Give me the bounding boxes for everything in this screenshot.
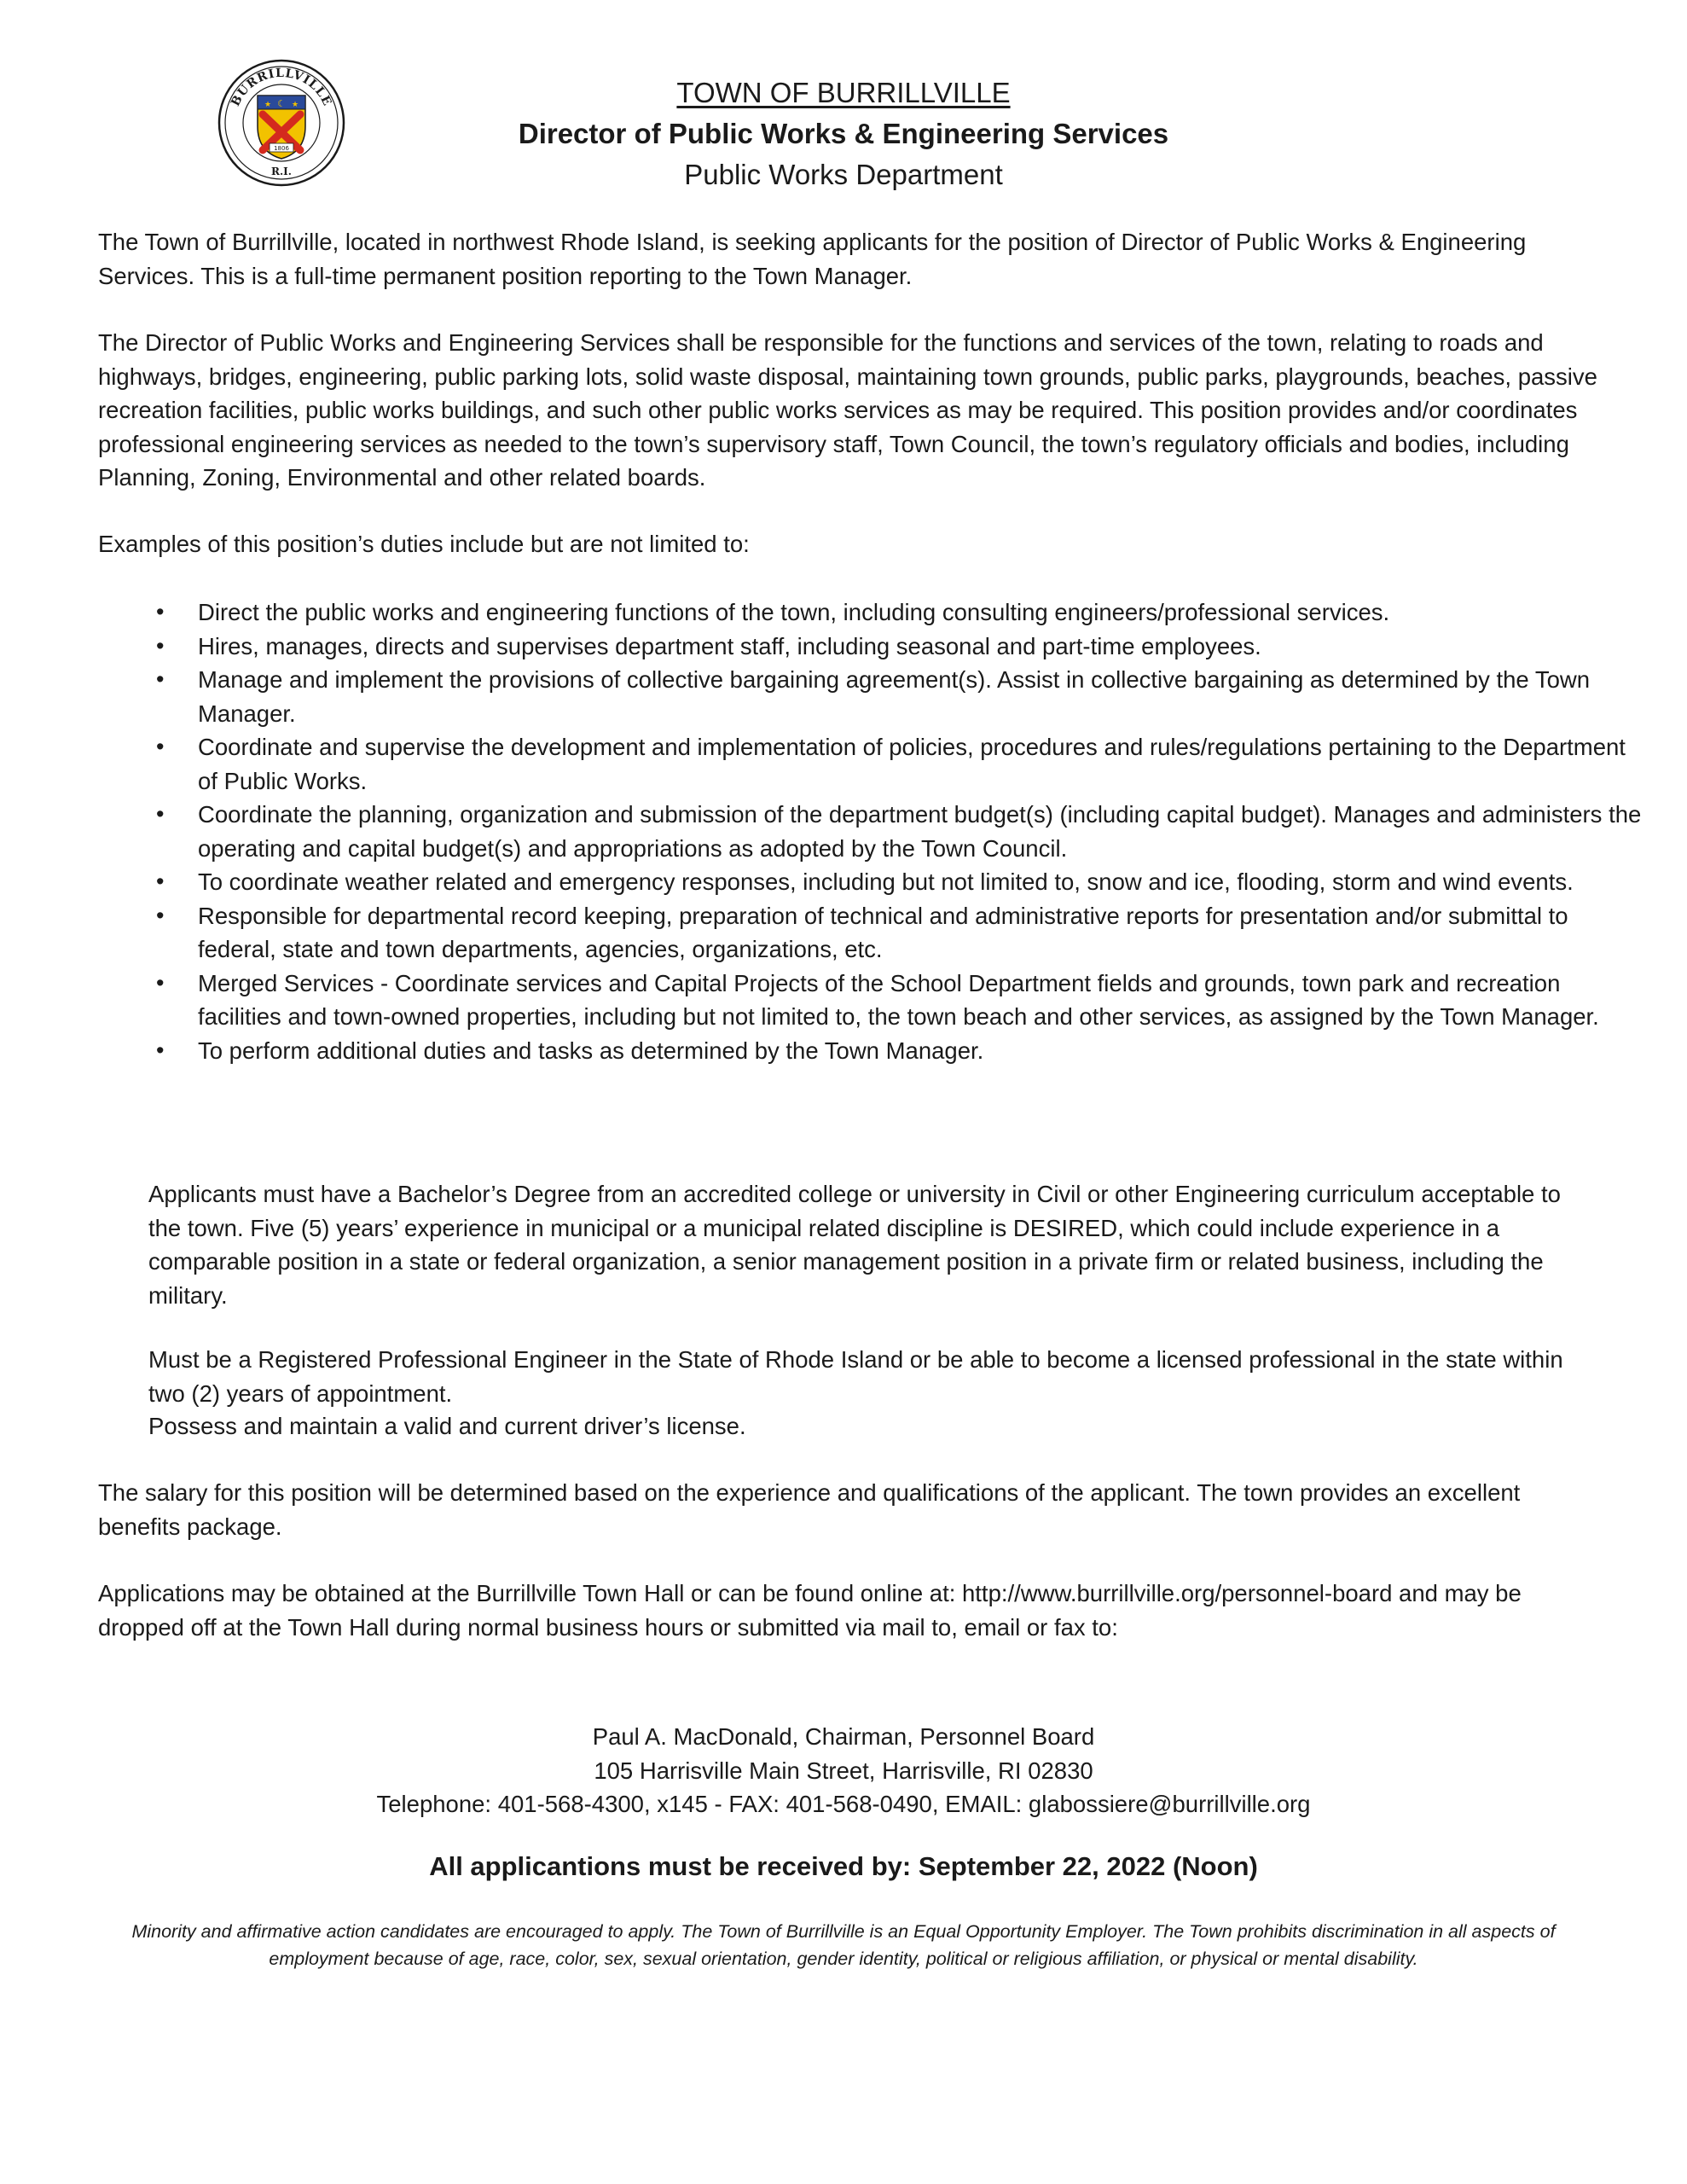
bullet-icon: • bbox=[156, 902, 165, 928]
list-item: • Merged Services - Coordinate services and Capital Projects of the School Department fields and grounds, town park and recreation facilities and town-owned properties, including but not limited to, the town beach and other services, as assigned by the Town Manager. bbox=[98, 967, 1648, 1034]
intro-paragraph: The Town of Burrillville, located in northwest Rhode Island, is seeking applicants for the position of Director of Public Works & Engineering Services. This is a full-time permanent position reporting to the Town Manager. bbox=[98, 229, 1527, 289]
list-item: • To coordinate weather related and emergency responses, including but not limited to, snow and ice, flooding, storm and wind events. bbox=[98, 865, 1648, 899]
list-item: • Responsible for departmental record keeping, preparation of technical and administrative reports for presentation and/or submittal to federal, state and town departments, agencies, organizations, etc. bbox=[98, 899, 1648, 967]
responsibilities-paragraph: The Director of Public Works and Engineering Services shall be responsible for the functions and services of the town, relating to roads and highways, bridges, engineering, public parking lots, solid waste disposal, maintaining town grounds, public parks, playgrounds, beaches, passive recreation facilities, public works buildings, and such other public works services as may be required. This position provides and/or coordinates professional engineering services as needed to the town’s supervisory staff, Town Council, the town’s regulatory officials and bodies, including Planning, Zoning, Environmental and other related boards. bbox=[98, 329, 1597, 491]
bullet-icon: • bbox=[156, 969, 165, 996]
bullet-icon: • bbox=[156, 1037, 165, 1063]
svg-text:★: ★ bbox=[264, 100, 272, 108]
license-requirement: Possess and maintain a valid and current driver’s license. bbox=[148, 1413, 746, 1439]
list-item: • Hires, manages, directs and supervises department staff, including seasonal and part-time employees. bbox=[98, 630, 1648, 664]
contact-address: 105 Harrisville Main Street, Harrisville, RI 02830 bbox=[594, 1757, 1093, 1784]
bullet-icon: • bbox=[156, 666, 165, 692]
bullet-icon: • bbox=[156, 734, 165, 759]
application-deadline: All applicantions must be received by: September 22, 2022 (Noon) bbox=[429, 1851, 1258, 1881]
bullet-icon: • bbox=[156, 868, 165, 894]
list-item: • Coordinate and supervise the development and implementation of policies, procedures and rules/regulations pertaining to the Department of Public Works. bbox=[98, 730, 1648, 798]
seal-ring-text: BURRILLVILLE bbox=[229, 66, 334, 109]
contact-block bbox=[0, 1720, 1687, 1821]
eeo-statement: Minority and affirmative action candidates are encouraged to apply. The Town of Burrillville is an Equal Opportunity Employer. The Town prohibits discrimination in all aspects of employment because of age, race, color, sex, sexual orientation, gender identity, political or religious affiliation, or physical or mental disability. bbox=[131, 1921, 1556, 1969]
seal-ri-text: R.I. bbox=[271, 166, 292, 177]
list-item: • Coordinate the planning, organization and submission of the department budget(s) (including capital budget). Manages and administers the operating and capital budget(s) and appropriations as adopted by the Town Council. bbox=[98, 798, 1648, 865]
duties-list bbox=[98, 595, 1642, 1067]
seal-year: 1806 bbox=[274, 145, 289, 152]
contact-phone-fax-email: Telephone: 401-568-4300, x145 - FAX: 401-568-0490, EMAIL: glabossiere@burrillville.org bbox=[376, 1791, 1311, 1817]
svg-text:★: ★ bbox=[291, 100, 299, 108]
bullet-icon: • bbox=[156, 632, 165, 659]
position-title: Director of Public Works & Engineering Services bbox=[518, 118, 1169, 149]
applications-paragraph: Applications may be obtained at the Burrillville Town Hall or can be found online at: http://www.burrillville.org/personnel-board and may be dropped off at the Town Hall during normal business hours or submitted via mail to, email or fax to: bbox=[98, 1580, 1522, 1641]
salary-paragraph: The salary for this position will be determined based on the experience and qualifications of the applicant. The town provides an excellent benefits package. bbox=[98, 1479, 1521, 1540]
contact-name: Paul A. MacDonald, Chairman, Personnel Board bbox=[592, 1723, 1095, 1750]
town-heading: TOWN OF BURRILLVILLE bbox=[676, 77, 1011, 108]
duties-intro: Examples of this position’s duties include but are not limited to: bbox=[98, 531, 750, 557]
list-item: • To perform additional duties and tasks as determined by the Town Manager. bbox=[98, 1034, 1648, 1068]
department-heading: Public Works Department bbox=[684, 159, 1003, 190]
svg-text:☾: ☾ bbox=[277, 99, 286, 109]
bullet-icon: • bbox=[156, 599, 165, 624]
bullet-icon: • bbox=[156, 801, 165, 827]
list-item: • Direct the public works and engineering functions of the town, including consulting engineers/professional services. bbox=[98, 595, 1648, 630]
education-requirements: Applicants must have a Bachelor’s Degree from an accredited college or university in Civil or other Engineering curriculum acceptable to the town. Five (5) years’ experience in municipal or a municipal related discipline is DESIRED, which could include experience in a comparable position in a state or federal organization, a senior management position in a private firm or related business, including the military. bbox=[148, 1181, 1561, 1309]
list-item: • Manage and implement the provisions of collective bargaining agreement(s). Assist in collective bargaining as determined by the Town Manager. bbox=[98, 663, 1648, 730]
registration-requirement: Must be a Registered Professional Engineer in the State of Rhode Island or be able to become a licensed professional in the state within two (2) years of appointment. bbox=[148, 1346, 1563, 1407]
